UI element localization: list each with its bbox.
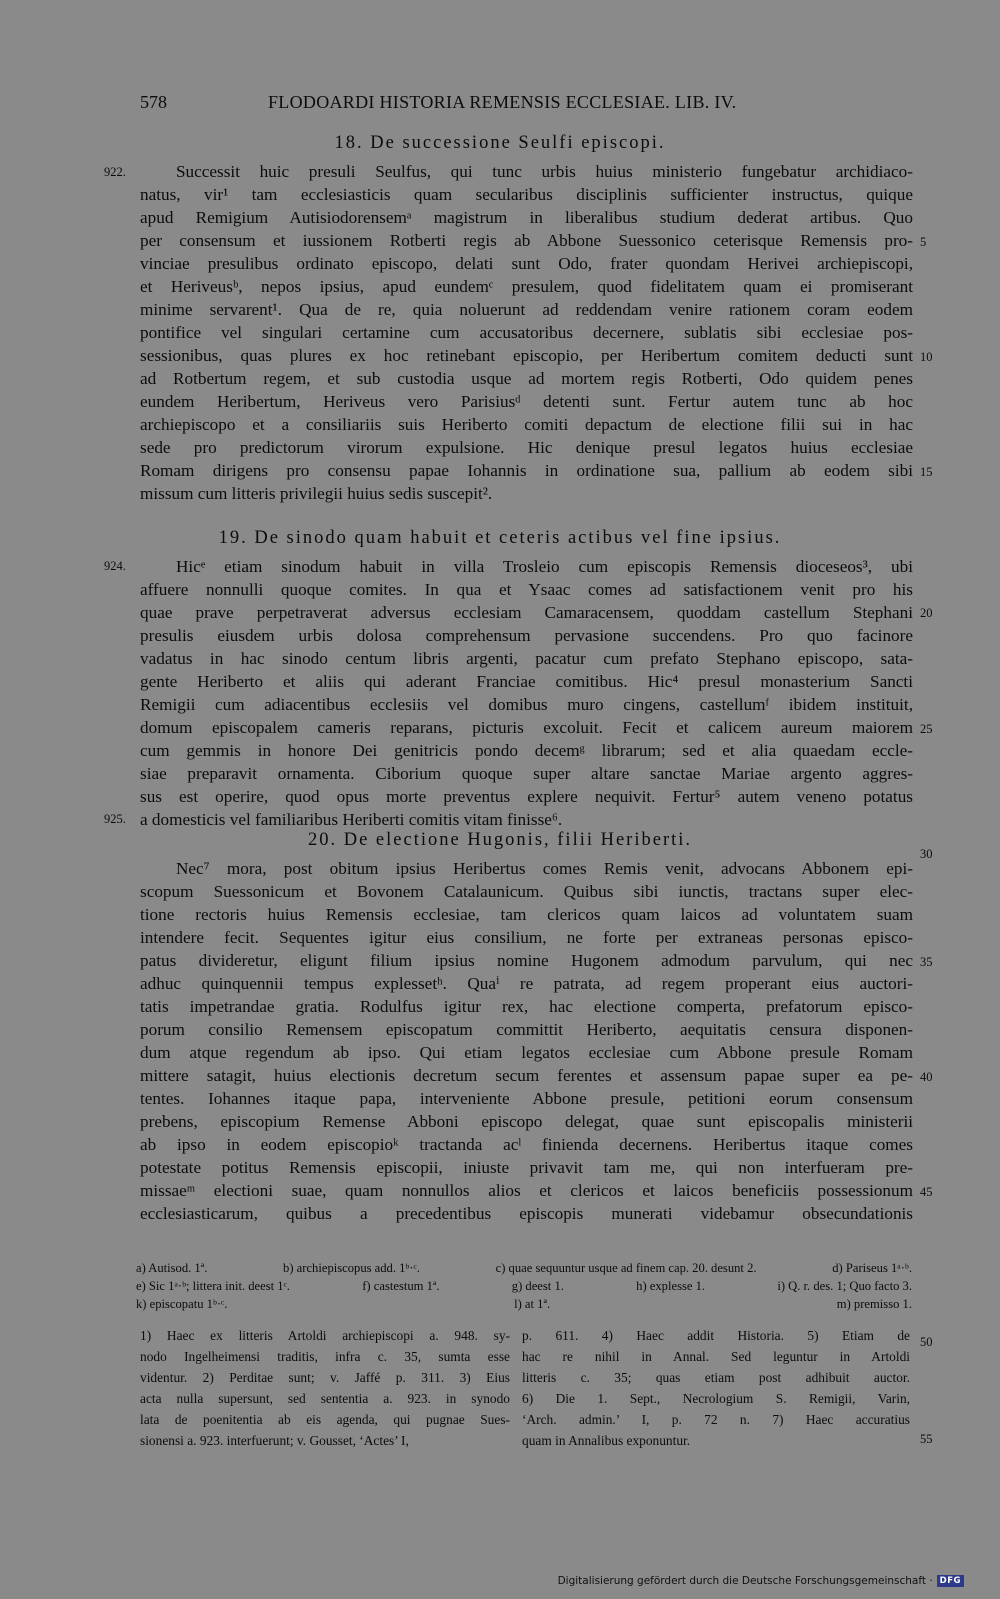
- footnote-line: 1) Haec ex litteris Artoldi archiepiscopi a. 948. sy-: [140, 1328, 510, 1343]
- text-line: presulis eiusdem urbis dolosa comprehensum pervasione succendens. Pro quo facinore: [140, 626, 913, 645]
- footnote-line: acta nulla supersunt, sed sententia a. 923. in synodo: [140, 1391, 510, 1406]
- apparatus-line: [136, 1277, 912, 1295]
- footnote-line: 6) Die 1. Sept., Necrologium S. Remigii, Varin,: [522, 1391, 910, 1406]
- text-line: mittere satagit, huius electionis decretum secum ferentes et assensum papae super ea pe-: [140, 1066, 913, 1085]
- text-line: Remigii cum adiacentibus ecclesiis vel domibus muro cingens, castellumᶠ ibidem instituit,: [140, 695, 913, 714]
- apparatus-line: [136, 1295, 912, 1313]
- text-line: siae preparavit ornamenta. Ciborium quoque super altare sanctae Mariae argento aggres-: [140, 764, 913, 783]
- text-line: patus divideretur, eligunt filium ipsius nomine Hugonem admodum parvulum, qui nec: [140, 951, 913, 970]
- footnote-line: lata de poenitentia ab eis agenda, qui pugnae Sues-: [140, 1412, 510, 1427]
- text-line: porum consilio Remensem episcopatum committit Heriberto, aequitatis censura disponen-: [140, 1020, 913, 1039]
- line-number: 25: [920, 722, 933, 736]
- digitization-credit: [558, 1575, 964, 1587]
- text-line: vinciae presulibus ordinato episcopo, delati sunt Odo, frater quondam Herivei archiepiscopi,: [140, 254, 913, 273]
- running-title: FLODOARDI HISTORIA REMENSIS ECCLESIAE. LIB. IV.: [268, 92, 737, 112]
- apparatus-entry: a) Autisod. 1ª.: [136, 1261, 208, 1275]
- text-line: sessionibus, quas plures ex hoc retinebant episcopio, per Heribertum comitem deducti sunt: [140, 346, 913, 365]
- section-heading: 18. De successione Seulfi episcopi.: [334, 133, 666, 153]
- section-heading: 19. De sinodo quam habuit et ceteris actibus vel fine ipsius.: [218, 528, 782, 548]
- text-line: quae prave perpetraverat adversus ecclesiam Camaracensem, quoddam castellum Stephani: [140, 603, 913, 622]
- apparatus-entry: m) premisso 1.: [836, 1297, 912, 1311]
- text-line: Hicᵉ etiam sinodum habuit in villa Trosleio cum episcopis Remensis dioceseos³, ubi: [176, 557, 913, 576]
- footnote-line: ‘Arch. admin.’ I, p. 72 n. 7) Haec accuratius: [522, 1412, 910, 1427]
- apparatus-entry: h) explesse 1.: [636, 1279, 706, 1293]
- text-line: domum episcopalem cameris reparans, picturis excoluit. Fecit et calicem aureum maiorem: [140, 718, 913, 737]
- text-line: sede pro predictorum virorum expulsione. Hic denique presul legatos huius ecclesiae: [140, 438, 913, 457]
- line-number: 30: [920, 847, 933, 861]
- text-line: eundem Heribertum, Heriveus vero Parisiusᵈ detenti sunt. Fertur autem tunc ab hoc: [140, 392, 913, 411]
- text-line: prebens, episcopium Remense Abboni episcopo delegat, quae sunt episcopalis ministerii: [140, 1112, 913, 1131]
- text-line: ecclesiasticarum, quibus a precedentibus episcopis munerati videbamur obsecundationis: [140, 1204, 913, 1223]
- text-line: a domesticis vel familiaribus Heriberti comitis vitam finisse⁶.: [140, 810, 563, 829]
- footnote-line: videntur. 2) Perditae sunt; v. Jaffé p. 311. 3) Eius: [140, 1370, 510, 1385]
- text-line: pontifice vel singulari certamine cum accusatoribus decernere, sublatis sibi ecclesiae pos-: [140, 323, 913, 342]
- text-line: scopum Suessonicum et Bovonem Catalaunicum. Quibus sibi iunctis, tractans super elec-: [140, 882, 913, 901]
- running-head: [140, 92, 900, 122]
- apparatus-entry: e) Sic 1ᵃ·ᵇ; littera init. deest 1ᶜ.: [136, 1279, 290, 1293]
- footnote-line: hac re nihil in Annal. Sed leguntur in Artoldi: [522, 1349, 910, 1364]
- year-margin-note: 922.: [104, 165, 126, 179]
- line-number: 20: [920, 606, 933, 620]
- year-margin-note: 924.: [104, 559, 126, 573]
- credit-text: Digitalisierung gefördert durch die Deutsche Forschungsgemeinschaft ·: [557, 1575, 933, 1587]
- apparatus-entry: c) quae sequuntur usque ad finem cap. 20. desunt 2.: [495, 1261, 757, 1275]
- text-line: missaeᵐ electioni suae, quam nonnullos alios et clericos et laicos beneficiis possessionum: [140, 1181, 913, 1200]
- line-number: 35: [920, 955, 933, 969]
- section-heading: 20. De electione Hugonis, filii Heriberti.: [307, 830, 693, 850]
- text-line: Successit huic presuli Seulfus, qui tunc urbis huius ministerio fungebatur archidiaco-: [176, 162, 913, 181]
- text-line: natus, vir¹ tam ecclesiasticis quam secularibus disciplinis sufficienter instructus, quique: [140, 185, 913, 204]
- apparatus-entry: l) at 1ª.: [514, 1297, 551, 1311]
- line-number: 5: [920, 235, 927, 249]
- apparatus-entry: g) deest 1.: [511, 1279, 564, 1293]
- line-number: 50: [920, 1335, 933, 1349]
- text-line: minime servarent¹. Qua de re, quia noluerunt ad reddendam venire rationem coram eodem: [140, 300, 913, 319]
- apparatus-entry: k) episcopatu 1ᵇ·ᶜ.: [136, 1297, 228, 1311]
- text-line: archiepiscopo et a consiliariis suis Heriberto comiti depactum de electione filii sui in hac: [140, 415, 913, 434]
- apparatus-entry: f) castestum 1ª.: [362, 1279, 440, 1293]
- text-line: affuere nonnulli quoque comites. In qua et Ysaac comes ad satisfactionem venit pro his: [140, 580, 913, 599]
- apparatus-line: [136, 1259, 912, 1277]
- text-line: tatis impetrandae gratia. Rodulfus igitur rex, hac electione comperta, prefatorum episco-: [140, 997, 913, 1016]
- text-line: ab ipso in eodem episcopioᵏ tractanda acˡ finienda decernens. Heribertus itaque comes: [140, 1135, 913, 1154]
- line-number: 10: [920, 350, 933, 364]
- year-margin-note: 925.: [104, 812, 126, 826]
- line-number: 55: [920, 1432, 933, 1446]
- text-line: adhuc quinquennii tempus explessetʰ. Quaⁱ re patrata, ad regem properant eius auctori-: [140, 974, 913, 993]
- line-number: 15: [920, 465, 933, 479]
- text-line: dum atque regendum ab ipso. Qui etiam legatos ecclesiae cum Abbone presule Romam: [140, 1043, 913, 1062]
- page-number: 578: [140, 92, 167, 112]
- text-line: et Heriveusᵇ, nepos ipsius, apud eundemᶜ presulem, quod fidelitatem quam ei promiserant: [140, 277, 913, 296]
- text-line: tentes. Iohannes itaque papa, interveniente Abbone presule, petitioni eorum consensum: [140, 1089, 913, 1108]
- text-line: sus est operire, quod opus morte preventus explere nequivit. Fertur⁵ autem veneno potatus: [140, 787, 913, 806]
- footnote-line: nodo Ingelheimensi traditis, infra c. 35, sumta esse: [140, 1349, 510, 1364]
- apparatus-entry: i) Q. r. des. 1; Quo facto 3.: [777, 1279, 912, 1293]
- dfg-logo: DFG: [937, 1575, 964, 1587]
- footnote-line: p. 611. 4) Haec addit Historia. 5) Etiam de: [522, 1328, 910, 1343]
- text-line: gente Heriberto et aliis qui aderant Franciae comitibus. Hic⁴ presul monasterium Sancti: [140, 672, 913, 691]
- text-line: Nec⁷ mora, post obitum ipsius Heribertus comes Remis venit, advocans Abbonem epi-: [176, 859, 913, 878]
- footnote-line: litteris c. 35; quas etiam post adhibuit auctor.: [522, 1370, 910, 1385]
- apparatus-entry: d) Pariseus 1ᵃ·ᵇ.: [832, 1261, 912, 1275]
- text-line: Romam dirigens pro consensu papae Iohannis in ordinatione sua, pallium ab eodem sibi: [140, 461, 913, 480]
- text-line: per consensum et iussionem Rotberti regis ab Abbone Suessonico ceterisque Remensis pro-: [140, 231, 913, 250]
- text-line: intendere fecit. Sequentes igitur eius consilium, ne forte per extraneas personas episco-: [140, 928, 913, 947]
- footnote-line: quam in Annalibus exponuntur.: [522, 1433, 691, 1448]
- text-line: apud Remigium Autisiodorensemᵃ magistrum in liberalibus studium dederat artibus. Quo: [140, 208, 913, 227]
- text-line: vadatus in hac sinodo centum libris argenti, pacatur cum prefato Stephano episcopo, sata-: [140, 649, 913, 668]
- text-line: tione rectoris huius Remensis ecclesiae, tam clericos quam laicos ad voluntatem suam: [140, 905, 913, 924]
- text-line: potestate potitus Remensis episcopii, iniuste privavit tam me, qui non interfueram pre-: [140, 1158, 913, 1177]
- text-line: missum cum litteris privilegii huius sedis suscepit².: [140, 484, 493, 503]
- line-number: 40: [920, 1070, 933, 1084]
- apparatus-entry: b) archiepiscopus add. 1ᵇ·ᶜ.: [283, 1261, 420, 1275]
- footnote-line: sionensi a. 923. interfuerunt; v. Gousset, ‘Actes’ I,: [140, 1433, 409, 1448]
- text-line: ad Rotbertum regem, et sub custodia usque ad mortem regis Rotberti, Odo quidem penes: [140, 369, 913, 388]
- text-line: cum gemmis in honore Dei genitricis pondo decemᵍ librarum; sed et alia quaedam eccle-: [140, 741, 913, 760]
- line-number: 45: [920, 1185, 933, 1199]
